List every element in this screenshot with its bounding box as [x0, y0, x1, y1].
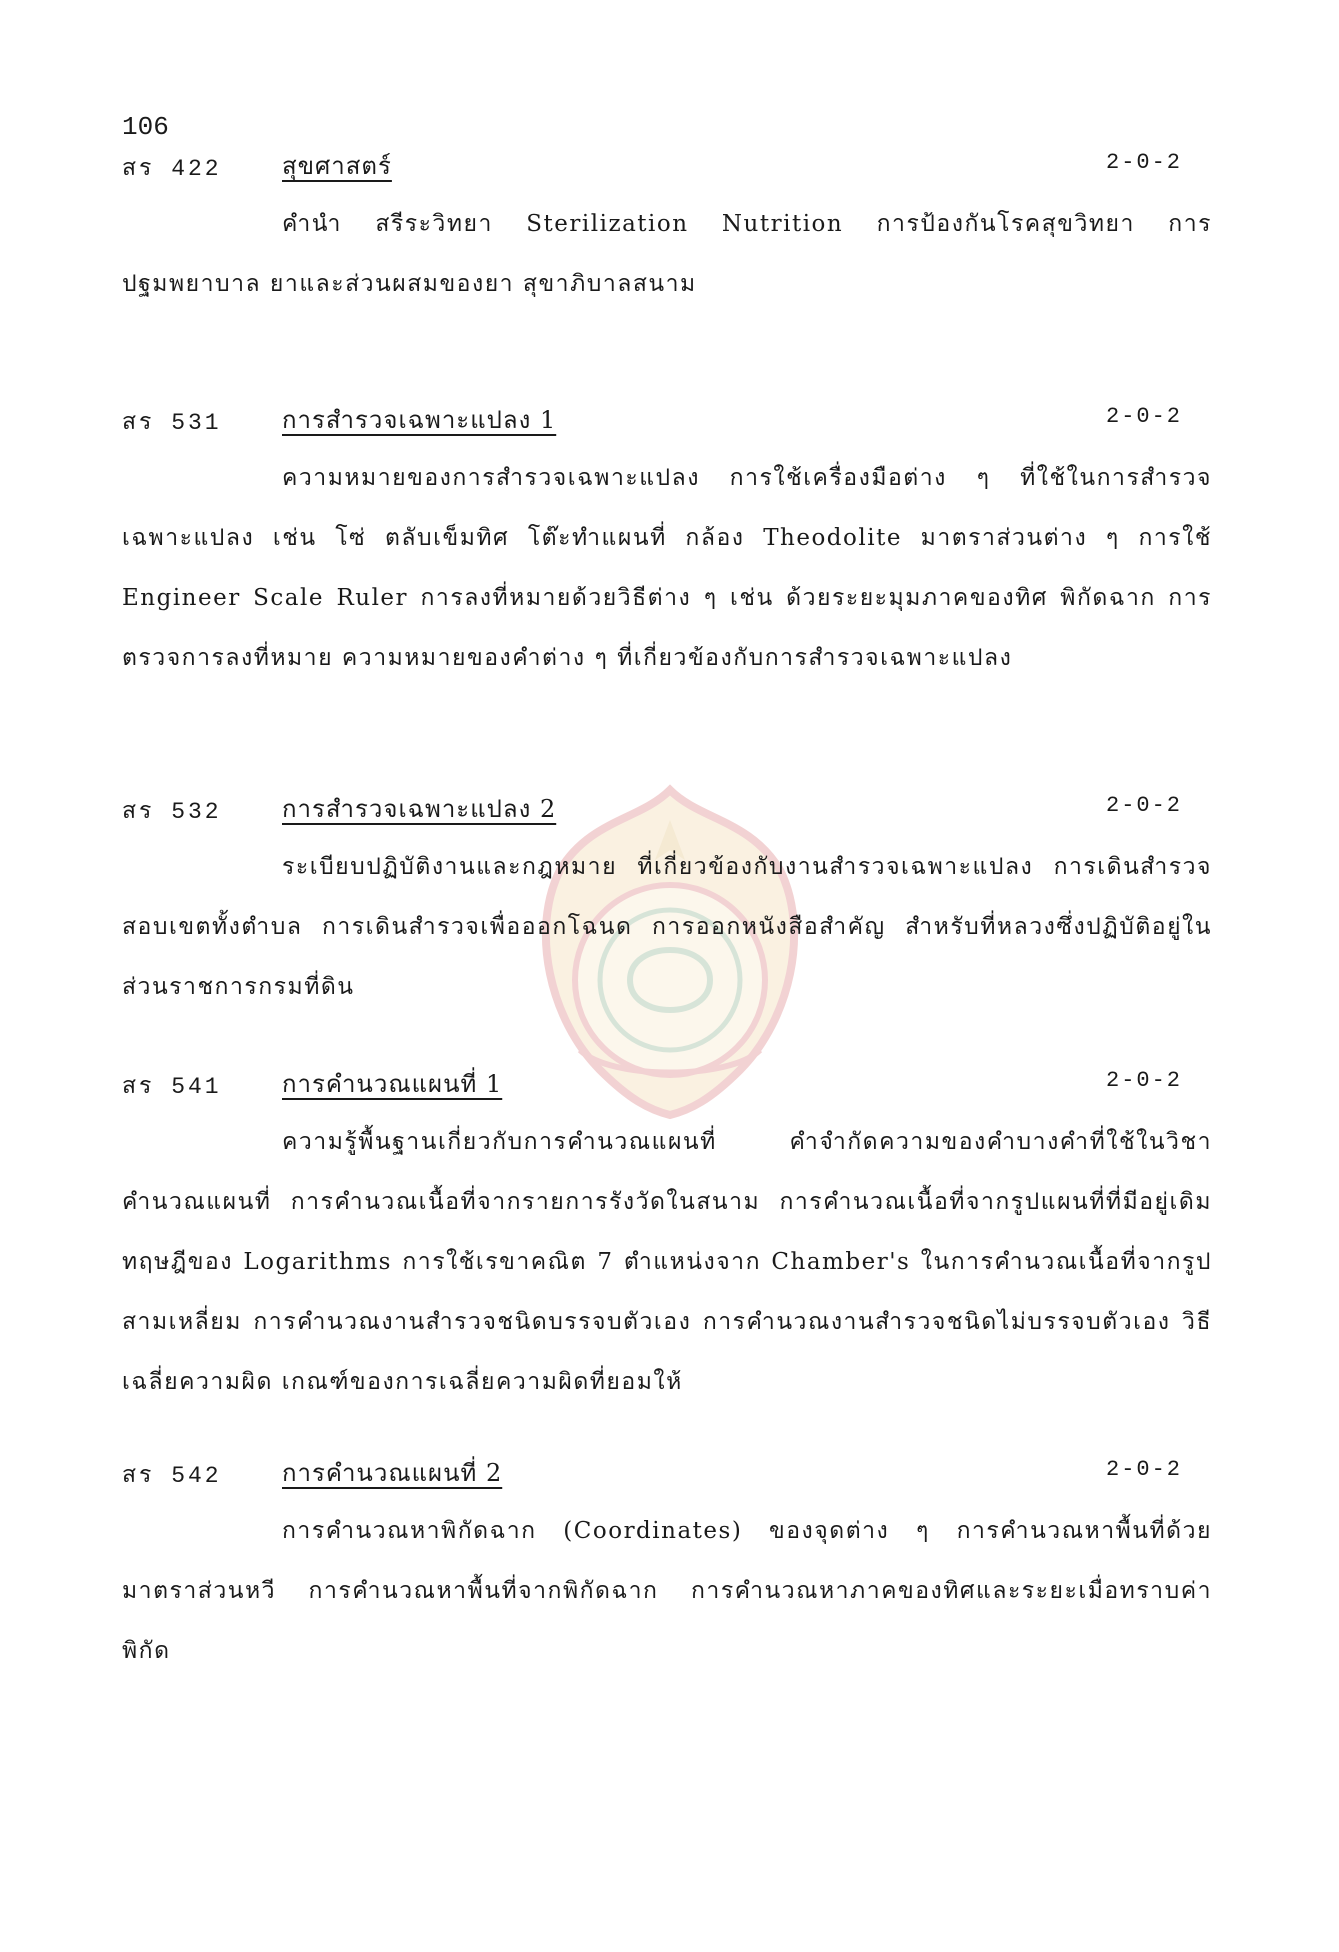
course-code: สร 542 [122, 1463, 222, 1489]
course-header [0, 150, 1339, 190]
course-credit: 2-0-2 [1106, 793, 1183, 818]
course-credit: 2-0-2 [1106, 1068, 1183, 1093]
course-entry [0, 793, 1339, 1000]
course-credit: 2-0-2 [1106, 150, 1183, 175]
course-entry [0, 1457, 1339, 1664]
course-credit: 2-0-2 [1106, 404, 1183, 429]
course-code: สร 541 [122, 1074, 222, 1100]
course-title: การสำรวจเฉพาะแปลง 2 [282, 795, 557, 823]
course-code: สร 531 [122, 410, 222, 436]
course-entry [0, 404, 1339, 671]
course-code: สร 422 [122, 156, 222, 182]
course-title: สุขศาสตร์ [282, 152, 392, 180]
course-entry [0, 150, 1339, 297]
course-description: คำนำ สรีระวิทยา Sterilization Nutrition การป้องกันโรคสุขวิทยา การปฐมพยาบาล ยาและส่วนผสมของยา สุขาภิบาลสนาม [122, 211, 1212, 297]
course-header [0, 404, 1339, 444]
course-entry [0, 1068, 1339, 1395]
course-description: ระเบียบปฏิบัติงานและกฎหมาย ที่เกี่ยวข้องกับงานสำรวจเฉพาะแปลง การเดินสำรวจสอบเขตทั้งตำบล การเดินสำรวจเพื่อออกโฉนด การออกหนังสือสำคัญ สำหรับที่หลวงซึ่งปฏิบัติอยู่ในส่วนราชการกรมที่ดิน [122, 854, 1212, 1000]
course-title: การคำนวณแผนที่ 1 [282, 1070, 503, 1098]
course-credit: 2-0-2 [1106, 1457, 1183, 1482]
course-description: ความรู้พื้นฐานเกี่ยวกับการคำนวณแผนที่ คำจำกัดความของคำบางคำที่ใช้ในวิชาคำนวณแผนที่ การคำนวณเนื้อที่จากรายการรังวัดในสนาม การคำนวณเนื้อที่จากรูปแผนที่ที่มีอยู่เดิม ทฤษฎีของ Logarithms การใช้เรขาคณิต 7 ตำแหน่งจาก Chamber's ในการคำนวณเนื้อที่จากรูปสามเหลี่ยม การคำนวณงานสำรวจชนิดบรรจบตัวเอง การคำนวณงานสำรวจชนิดไม่บรรจบตัวเอง วิธีเฉลี่ยความผิด เกณฑ์ของการเฉลี่ยความผิดที่ยอมให้ [122, 1129, 1212, 1395]
course-code: สร 532 [122, 799, 222, 825]
page-number: 106 [122, 112, 169, 142]
course-description: การคำนวณหาพิกัดฉาก (Coordinates) ของจุดต่าง ๆ การคำนวณหาพื้นที่ด้วยมาตราส่วนหวี การคำนวณหาพื้นที่จากพิกัดฉาก การคำนวณหาภาคของทิศและระยะเมื่อทราบค่าพิกัด [122, 1518, 1212, 1664]
course-description: ความหมายของการสำรวจเฉพาะแปลง การใช้เครื่องมือต่าง ๆ ที่ใช้ในการสำรวจเฉพาะแปลง เช่น โซ่ ตลับเข็มทิศ โต๊ะทำแผนที่ กล้อง Theodolite มาตราส่วนต่าง ๆ การใช้ Engineer Scale Ruler การลงที่หมายด้วยวิธีต่าง ๆ เช่น ด้วยระยะมุมภาคของทิศ พิกัดฉาก การตรวจการลงที่หมาย ความหมายของคำต่าง ๆ ที่เกี่ยวข้องกับการสำรวจเฉพาะแปลง [122, 465, 1212, 671]
course-title: การสำรวจเฉพาะแปลง 1 [282, 406, 557, 434]
course-header [0, 1068, 1339, 1108]
course-header [0, 793, 1339, 833]
course-title: การคำนวณแผนที่ 2 [282, 1459, 503, 1487]
course-header [0, 1457, 1339, 1497]
